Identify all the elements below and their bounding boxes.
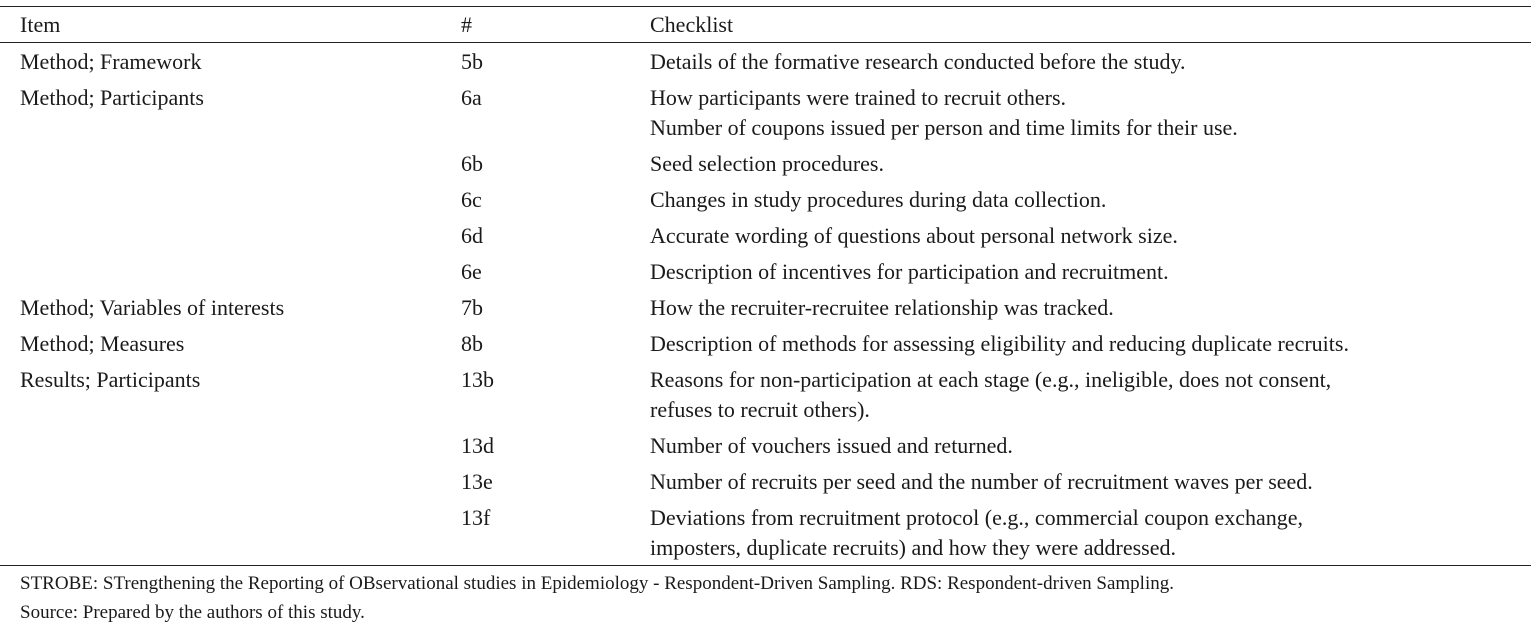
cell-number: 6b <box>461 151 483 176</box>
cell-item <box>0 220 461 256</box>
cell-checklist <box>650 256 1520 292</box>
checklist-line: How the recruiter-recruitee relationship was tracked. <box>650 295 1114 320</box>
cell-item: Method; Measures <box>20 331 185 356</box>
checklist-line: Number of recruits per seed and the number of recruitment waves per seed. <box>650 469 1313 494</box>
cell-number: 13e <box>461 469 493 494</box>
table-footnotes <box>20 569 1174 627</box>
checklist-line: Description of incentives for participation and recruitment. <box>650 259 1169 284</box>
cell-item: Results; Participants <box>20 367 201 392</box>
cell-checklist <box>650 220 1520 256</box>
cell-item <box>0 502 461 568</box>
cell-number: 13d <box>461 433 494 458</box>
checklist-line: Accurate wording of questions about personal network size. <box>650 223 1178 248</box>
checklist-line: Number of coupons issued per person and time limits for their use. <box>650 115 1238 140</box>
table-row <box>0 256 1531 292</box>
checklist-line: Seed selection procedures. <box>650 151 884 176</box>
cell-number: 6c <box>461 187 482 212</box>
cell-item <box>0 184 461 220</box>
cell-number: 6a <box>461 85 482 110</box>
checklist-line: imposters, duplicate recruits) and how they were addressed. <box>650 535 1176 560</box>
cell-item <box>0 466 461 502</box>
table-body <box>0 46 1531 568</box>
checklist-line: Deviations from recruitment protocol (e.g., commercial coupon exchange, <box>650 505 1304 530</box>
table-row <box>0 46 1531 82</box>
cell-checklist <box>650 46 1520 82</box>
table-row <box>0 292 1531 328</box>
table-row <box>0 430 1531 466</box>
checklist-line: Changes in study procedures during data collection. <box>650 187 1107 212</box>
cell-number: 13b <box>461 367 494 392</box>
cell-number: 5b <box>461 49 483 74</box>
cell-checklist <box>650 292 1520 328</box>
cell-item <box>0 430 461 466</box>
footnote-source: Source: Prepared by the authors of this study. <box>20 602 365 623</box>
footnote-abbreviations: STROBE: STrengthening the Reporting of OBservational studies in Epidemiology - Respondent-Driven Sampling. RDS: Respondent-driven Sampling. <box>20 573 1174 594</box>
checklist-line: Number of vouchers issued and returned. <box>650 433 1013 458</box>
table-row <box>0 502 1531 568</box>
header-checklist: Checklist <box>650 12 734 37</box>
cell-number: 6e <box>461 259 482 284</box>
cell-item <box>0 256 461 292</box>
cell-item <box>0 148 461 184</box>
header-item: Item <box>20 12 61 37</box>
checklist-line: Details of the formative research conducted before the study. <box>650 49 1186 74</box>
cell-item: Method; Variables of interests <box>20 295 285 320</box>
cell-checklist <box>650 364 1520 430</box>
cell-number: 13f <box>461 505 491 530</box>
cell-checklist <box>650 430 1520 466</box>
cell-number: 6d <box>461 223 483 248</box>
table-row <box>0 148 1531 184</box>
cell-number: 8b <box>461 331 483 356</box>
checklist-line: How participants were trained to recruit others. <box>650 85 1067 110</box>
table-row <box>0 220 1531 256</box>
cell-checklist <box>650 466 1520 502</box>
table-row <box>0 364 1531 430</box>
table-row <box>0 466 1531 502</box>
cell-number: 7b <box>461 295 483 320</box>
table-top-rule <box>0 6 1531 7</box>
cell-checklist <box>650 328 1520 364</box>
header-number: # <box>461 12 472 37</box>
cell-checklist <box>650 184 1520 220</box>
cell-checklist <box>650 148 1520 184</box>
table-row <box>0 184 1531 220</box>
cell-item: Method; Participants <box>20 85 204 110</box>
cell-checklist <box>650 82 1520 148</box>
checklist-line: Reasons for non-participation at each stage (e.g., ineligible, does not consent, <box>650 367 1332 392</box>
cell-item: Method; Framework <box>20 49 202 74</box>
table-header-rule <box>0 42 1531 43</box>
table-row <box>0 82 1531 148</box>
table-row <box>0 328 1531 364</box>
cell-checklist <box>650 502 1520 568</box>
checklist-line: Description of methods for assessing eligibility and reducing duplicate recruits. <box>650 331 1349 356</box>
checklist-line: refuses to recruit others). <box>650 397 870 422</box>
